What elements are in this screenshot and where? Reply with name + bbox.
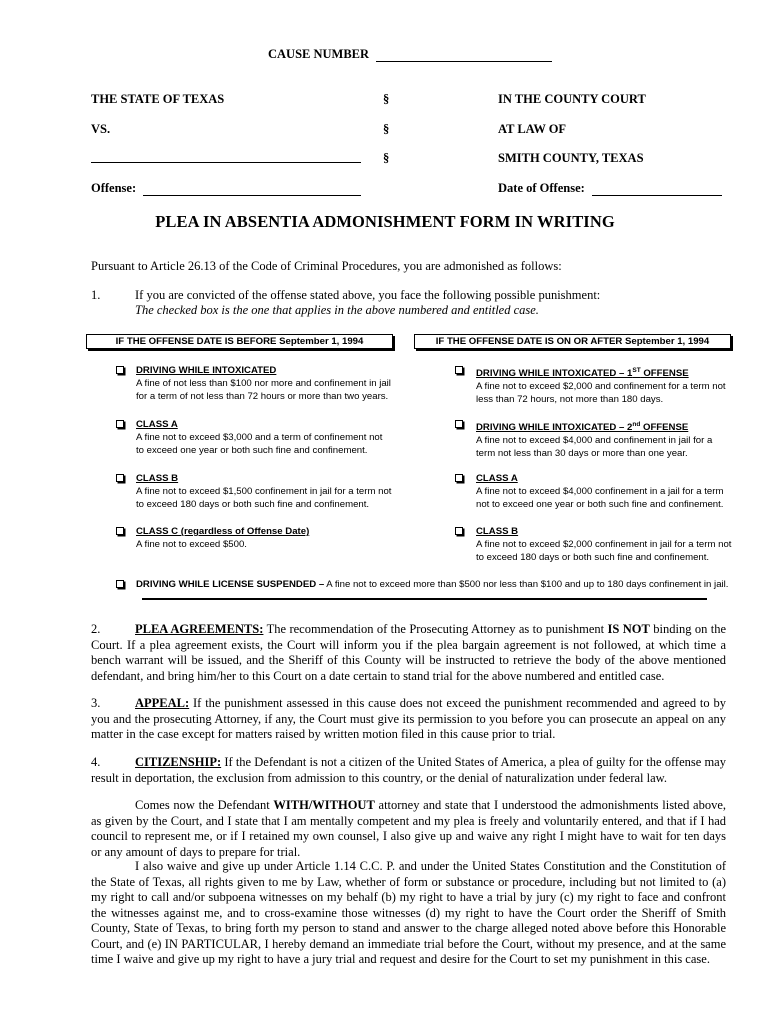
item-2-number: 2.	[91, 622, 101, 636]
punishment-line: A fine not to exceed $4,000 and confinement in jail for a	[476, 435, 713, 447]
punishment-dwi-2nd-offense	[476, 418, 712, 460]
item-3-number: 3.	[91, 696, 101, 710]
punishment-class-a-pre-1994	[136, 418, 382, 457]
punishment-line: A fine not to exceed $2,000 confinement in jail for a term not	[476, 539, 732, 550]
punishment-class-b-pre-1994	[136, 472, 391, 511]
punishment-line: A fine not to exceed $3,000 and a term of confinement not	[136, 432, 383, 443]
punishment-title: CLASS B	[136, 473, 179, 484]
vs-label: VS.	[91, 122, 111, 136]
intro-text: Pursuant to Article 26.13 of the Code of Criminal Procedures, you are admonished as follows:	[91, 259, 562, 273]
punishment-line: term not less than 30 days or more than one year.	[476, 448, 688, 460]
closing-paragraph-1: Comes now the Defendant WITH/WITHOUT attorney and state that I understood the admonishments listed above, as given by the Court, and I state that I am mentally competent and my plea is freely and voluntarily entered, and that if I had council to represent me, or if I retained my own counsel, I also give up and waive any right I might have to wait for ten days or any amount of days to prepare for trial.	[91, 798, 726, 859]
punishment-title: DRIVING WHILE INTOXICATED – 1ST OFFENSE	[476, 367, 689, 380]
court-line-3: SMITH COUNTY, TEXAS	[498, 151, 644, 165]
left-column-header: IF THE OFFENSE DATE IS BEFORE September 1, 1994	[86, 334, 393, 349]
punishment-line: to exceed 180 days or both such fine and confinement.	[136, 499, 370, 510]
punishment-line: A fine of not less than $100 nor more and confinement in jail	[136, 378, 391, 389]
checkbox-class-c[interactable]	[116, 527, 124, 535]
punishment-line: A fine not to exceed more than $500 nor less than $100 and up to 180 days confinement in jail.	[324, 579, 729, 590]
item-3-heading: APPEAL:	[135, 696, 190, 710]
item-4-number: 4.	[91, 755, 101, 769]
punishment-title: DRIVING WHILE INTOXICATED	[136, 365, 277, 376]
punishment-class-a-post-1994	[476, 472, 723, 511]
checkbox-class-a-post-1994[interactable]	[455, 474, 463, 482]
punishment-title: DRIVING WHILE INTOXICATED – 2nd OFFENSE	[476, 421, 689, 434]
punishment-line: to exceed one year or both such fine and confinement.	[136, 445, 368, 456]
item-4-paragraph: 4. CITIZENSHIP: If the Defendant is not a citizen of the United States of America, a plea of guilty for the offense may result in deportation, the exclusion from admission to this country, or the denial of naturalization under federal law.	[91, 755, 726, 785]
punishment-dwi-1st-offense	[476, 364, 726, 406]
section-sign: §	[383, 92, 390, 106]
punishment-title: DRIVING WHILE LICENSE SUSPENDED –	[136, 579, 325, 590]
checkbox-license-suspended[interactable]	[116, 580, 124, 588]
checkbox-dwi-1st-offense[interactable]	[455, 366, 463, 374]
item-4-heading: CITIZENSHIP:	[135, 755, 222, 769]
cause-number-label: CAUSE NUMBER	[268, 47, 370, 61]
punishment-line: A fine not to exceed $2,000 and confinement for a term not	[476, 381, 726, 393]
item-1-number: 1.	[91, 288, 101, 302]
offense-row	[91, 181, 361, 196]
court-line-2: AT LAW OF	[498, 122, 567, 136]
offense-field[interactable]	[143, 195, 361, 196]
punishment-class-c	[136, 525, 309, 551]
cause-number	[268, 47, 552, 62]
punishment-line: A fine not to exceed $4,000 confinement in a jail for a term	[476, 486, 724, 497]
punishment-title: CLASS A	[476, 473, 518, 484]
checkbox-class-b-pre-1994[interactable]	[116, 474, 124, 482]
punishment-class-b-post-1994	[476, 525, 731, 564]
section-divider	[142, 598, 707, 600]
section-sign: §	[383, 122, 390, 136]
item-2-heading: PLEA AGREEMENTS:	[135, 622, 264, 636]
court-line-1: IN THE COUNTY COURT	[498, 92, 646, 106]
punishment-line: less than 72 hours, not more than 180 days.	[476, 394, 664, 406]
item-1-text: If you are convicted of the offense stated above, you face the following possible punishment:	[135, 288, 601, 302]
right-column-header: IF THE OFFENSE DATE IS ON OR AFTER September 1, 1994	[414, 334, 731, 349]
item-1-note: The checked box is the one that applies in the above numbered and entitled case.	[135, 303, 539, 317]
checkbox-class-a-pre-1994[interactable]	[116, 420, 124, 428]
cause-number-field[interactable]	[376, 61, 552, 62]
punishment-title: CLASS C (regardless of Offense Date)	[136, 526, 310, 537]
punishment-license-suspended	[136, 578, 728, 591]
checkbox-dwi-pre-1994[interactable]	[116, 366, 124, 374]
defendant-name-field[interactable]	[91, 149, 361, 163]
section-sign: §	[383, 151, 390, 165]
checkbox-class-b-post-1994[interactable]	[455, 527, 463, 535]
punishment-line: not to exceed one year or both such fine and confinement.	[476, 499, 724, 510]
punishment-dwi-pre-1994	[136, 364, 391, 403]
date-of-offense-row	[498, 181, 722, 196]
closing-paragraph-2: I also waive and give up under Article 1.14 C.C. P. and under the United States Constitution and the Constitution of the State of Texas, all rights given to me by Law, whether of form or substance or procedure, including but not limited to (a) my right to call and/or subpoena witnesses on my behalf (b) my right to have a trial by jury (c) my right to face and confront the witnesses against me, and to cross-examine those witnesses (d) my right to have the Court order the Sheriff of Smith County, State of Texas, to bring forth my person to stand and answer to the charge alleged noted above before this Honorable Court, and (e) IN PARTICULAR, I hereby demand an immediate trial before the Court, without my presence, and at the same time I waive and give up my right to have a jury trial and request and desire for the Court to set my punishment in this case.	[91, 859, 726, 966]
page-title: PLEA IN ABSENTIA ADMONISHMENT FORM IN WRITING	[155, 212, 615, 231]
offense-label: Offense:	[91, 181, 137, 195]
item-2-paragraph: 2. PLEA AGREEMENTS: The recommendation of the Prosecuting Attorney as to punishment IS NOT binding on the Court. If a plea agreement exists, the Court will inform you if the plea bargain agreement is not followed, at which time a bench warrant will be issued, and the Sheriff of this County will be instructed to retrieve the body of the above mentioned defendant, and bring him/her to this Court on a date certain to stand trial for the above numbered and entitled case.	[91, 622, 727, 683]
state-of-texas: THE STATE OF TEXAS	[91, 92, 225, 106]
punishment-line: A fine not to exceed $1,500 confinement in jail for a term not	[136, 486, 392, 497]
punishment-line: A fine not to exceed $500.	[136, 539, 247, 550]
punishment-line: for a term of not less than 72 hours or more than two years.	[136, 391, 389, 402]
punishment-title: CLASS B	[476, 526, 519, 537]
checkbox-dwi-2nd-offense[interactable]	[455, 420, 463, 428]
date-of-offense-label: Date of Offense:	[498, 181, 585, 195]
date-of-offense-field[interactable]	[592, 195, 722, 196]
item-3-paragraph: 3. APPEAL: If the punishment assessed in this cause does not exceed the punishment recommended and agreed to by you and the prosecuting Attorney, if any, the Court must give its permission to you before you can prosecute an appeal on any matter in the case except for matters raised by written motion filed in this cause prior to trial.	[91, 696, 726, 741]
punishment-title: CLASS A	[136, 419, 178, 430]
punishment-line: to exceed 180 days or both such fine and confinement.	[476, 552, 710, 563]
